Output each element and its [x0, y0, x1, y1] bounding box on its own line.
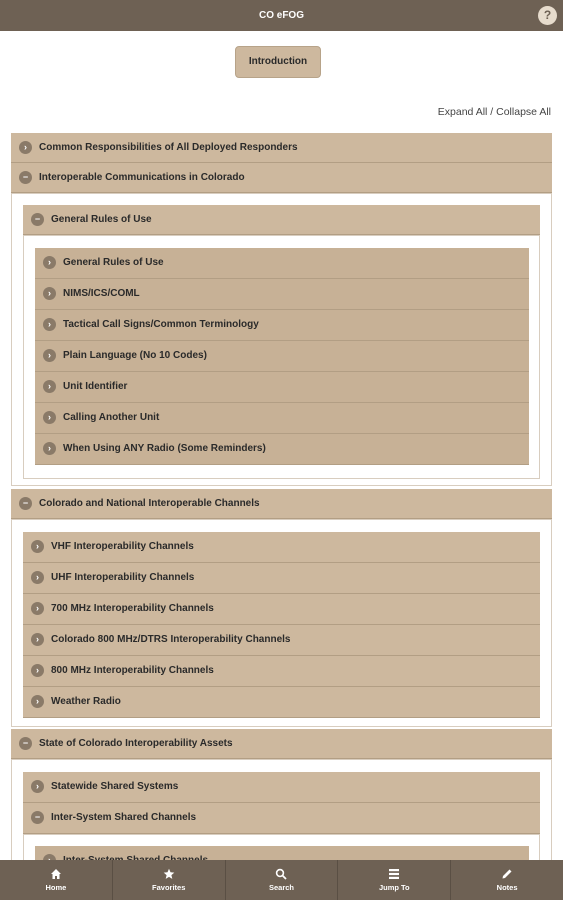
section-label: Common Responsibilities of All Deployed Responders [39, 142, 298, 153]
subsection-general-rules[interactable] [23, 205, 540, 235]
list-item-label: Calling Another Unit [63, 412, 160, 423]
section-label: State of Colorado Interoperability Assets [39, 738, 233, 749]
search-icon [275, 868, 287, 880]
chevron-right-icon: › [19, 141, 32, 154]
list-item-label: 700 MHz Interoperability Channels [51, 603, 214, 614]
list-item-calling-another-unit[interactable] [35, 403, 529, 434]
chevron-right-icon: › [31, 780, 44, 793]
expand-collapse-all-link[interactable]: Expand All / Collapse All [437, 106, 551, 118]
introduction-button[interactable]: Introduction [235, 46, 321, 78]
chevron-right-icon: › [31, 540, 44, 553]
tab-label: Jump To [378, 883, 410, 892]
list-item-700mhz-channels[interactable] [23, 594, 540, 625]
list-item-label: NIMS/ICS/COML [63, 288, 140, 299]
tab-label: Search [268, 883, 294, 892]
list-item-weather-radio[interactable] [23, 687, 540, 718]
list-item-tactical-call-signs[interactable] [35, 310, 529, 341]
minus-icon: − [19, 497, 32, 510]
subsection-label: General Rules of Use [51, 214, 152, 225]
section-label: Colorado and National Interoperable Channels [39, 498, 260, 509]
list-item-label: Plain Language (No 10 Codes) [63, 350, 207, 361]
bottom-tab-bar [0, 860, 563, 900]
section-interoperable-communications[interactable] [11, 163, 552, 193]
list-item-label: UHF Interoperability Channels [51, 572, 195, 583]
minus-icon: − [19, 171, 32, 184]
chevron-right-icon: › [31, 633, 44, 646]
app-header [0, 0, 563, 31]
list-item-plain-language[interactable] [35, 341, 529, 372]
list-item-label: 800 MHz Interoperability Channels [51, 665, 214, 676]
grid-icon [388, 868, 400, 880]
list-item-nims-ics-coml[interactable] [35, 279, 529, 310]
tab-label: Home [45, 883, 67, 892]
minus-icon: − [31, 811, 44, 824]
pencil-icon [501, 868, 513, 880]
list-item-label: Weather Radio [51, 696, 121, 707]
section-interoperable-channels[interactable] [11, 489, 552, 519]
list-item-label: Unit Identifier [63, 381, 128, 392]
subsection-label: Statewide Shared Systems [51, 781, 179, 792]
tab-home[interactable] [0, 860, 113, 900]
section-interoperability-assets[interactable] [11, 729, 552, 759]
subsection-statewide-shared-systems[interactable] [23, 772, 540, 803]
chevron-right-icon: › [43, 287, 56, 300]
star-icon [163, 868, 175, 880]
help-icon[interactable]: ? [538, 6, 557, 25]
chevron-right-icon: › [43, 380, 56, 393]
list-item-label: VHF Interoperability Channels [51, 541, 194, 552]
section-label: Interoperable Communications in Colorado [39, 172, 245, 183]
subsection-label: Inter-System Shared Channels [51, 812, 197, 823]
minus-icon: − [19, 737, 32, 750]
tab-jump-to[interactable] [338, 860, 451, 900]
list-item-vhf-channels[interactable] [23, 532, 540, 563]
chevron-right-icon: › [43, 411, 56, 424]
chevron-right-icon: › [31, 571, 44, 584]
list-item-colorado-800mhz-dtrs[interactable] [23, 625, 540, 656]
subsection-inter-system-shared-channels[interactable] [23, 803, 540, 834]
chevron-right-icon: › [31, 664, 44, 677]
list-item-label: General Rules of Use [63, 257, 164, 268]
tab-search[interactable] [226, 860, 339, 900]
tab-favorites[interactable] [113, 860, 226, 900]
chevron-right-icon: › [43, 318, 56, 331]
chevron-right-icon: › [43, 256, 56, 269]
home-icon [50, 868, 62, 880]
list-item-unit-identifier[interactable] [35, 372, 529, 403]
list-item-uhf-channels[interactable] [23, 563, 540, 594]
list-item-800mhz-channels[interactable] [23, 656, 540, 687]
tab-notes[interactable] [451, 860, 563, 900]
section-common-responsibilities[interactable] [11, 133, 552, 163]
chevron-right-icon: › [31, 695, 44, 708]
list-item-label: Tactical Call Signs/Common Terminology [63, 319, 259, 330]
list-item-any-radio-reminders[interactable] [35, 434, 529, 465]
tab-label: Favorites [152, 883, 186, 892]
list-item-general-rules[interactable] [35, 248, 529, 279]
app-title: CO eFOG [258, 10, 304, 21]
chevron-right-icon: › [43, 442, 56, 455]
tab-label: Notes [496, 883, 518, 892]
chevron-right-icon: › [31, 602, 44, 615]
chevron-right-icon: › [43, 349, 56, 362]
minus-icon: − [31, 213, 44, 226]
list-item-label: Colorado 800 MHz/DTRS Interoperability Channels [51, 634, 291, 645]
list-item-label: When Using ANY Radio (Some Reminders) [63, 443, 266, 454]
